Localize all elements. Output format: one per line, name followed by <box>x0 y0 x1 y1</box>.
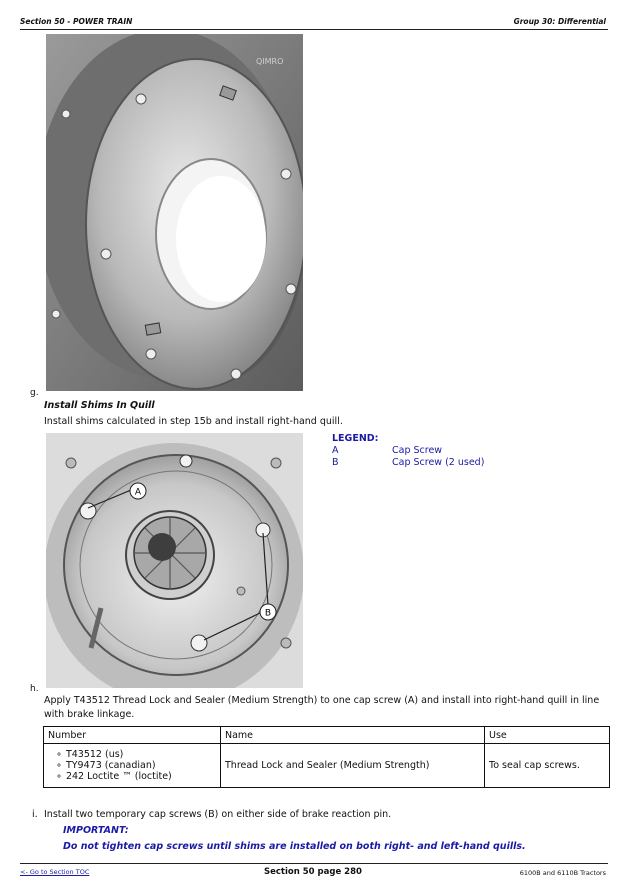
cell-name: Thread Lock and Sealer (Medium Strength) <box>221 744 485 788</box>
legend-item <box>332 445 484 457</box>
cell-use: To seal cap screws. <box>485 744 610 788</box>
legend-item <box>332 457 484 469</box>
callout-a-label: A <box>134 487 142 498</box>
part-number: ∘ TY9473 (canadian) <box>66 760 216 771</box>
col-header-number: Number <box>44 727 221 744</box>
photo-quill-cap-screws <box>46 433 303 688</box>
photo-stamp-text: QIMRO <box>256 57 284 66</box>
legend-key: A <box>332 445 339 456</box>
footer-divider <box>20 863 608 864</box>
tractor-model: 6100B and 6110B Tractors <box>519 869 606 877</box>
step-i-marker: i. <box>32 809 38 820</box>
legend <box>332 433 484 469</box>
header-divider <box>20 29 608 30</box>
legend-title: LEGEND: <box>332 433 379 444</box>
legend-value: Cap Screw <box>392 445 443 456</box>
page-number: Section 50 page 280 <box>264 867 362 877</box>
step-h-body: Apply T43512 Thread Lock and Sealer (Medium Strength) to one cap screw (A) and install into right-hand quill in line with brake linkage. <box>44 695 600 720</box>
legend-key: B <box>332 457 339 468</box>
step-g-body: Install shims calculated in step 15b and install right-hand quill. <box>44 416 343 427</box>
legend-value: Cap Screw (2 used) <box>392 457 485 468</box>
callout-b-label: B <box>264 608 272 619</box>
spec-table <box>43 726 610 788</box>
step-h-marker: h. <box>30 684 39 694</box>
photo-shim-plate <box>46 34 303 391</box>
important-label: IMPORTANT: <box>63 825 129 836</box>
important-text: Do not tighten cap screws until shims are installed on both right- and left-hand quills. <box>63 841 526 852</box>
col-header-use: Use <box>485 727 610 744</box>
header-group: Group 30: Differential <box>513 17 606 26</box>
step-g-title: Install Shims In Quill <box>44 400 155 411</box>
step-i-body: Install two temporary cap screws (B) on either side of brake reaction pin. <box>44 809 392 820</box>
step-g-marker: g. <box>30 388 39 398</box>
part-number: ∘ T43512 (us) <box>66 749 216 760</box>
section-toc-link[interactable]: <- Go to Section TOC <box>20 868 90 876</box>
part-number: ∘ 242 Loctite ™ (loctite) <box>66 771 216 782</box>
header-section: Section 50 - POWER TRAIN <box>20 17 133 26</box>
col-header-name: Name <box>221 727 485 744</box>
cell-numbers <box>44 744 221 788</box>
